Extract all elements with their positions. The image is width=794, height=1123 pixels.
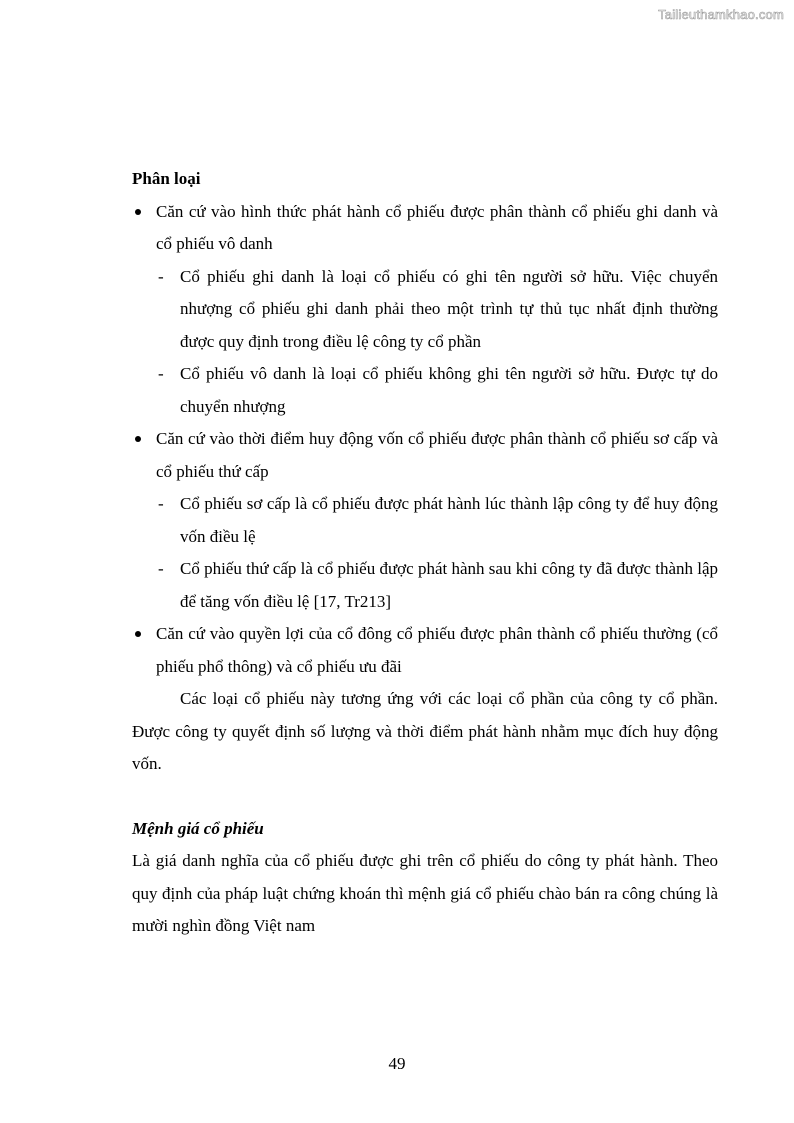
dash-marker: - [158,266,164,286]
bullet-item [132,196,718,261]
section-spacer [132,781,718,813]
dash-marker: - [158,494,164,513]
bullet-item [132,618,718,683]
section-heading-classification: Phân loại [132,169,201,188]
sub-item-text: Cổ phiếu sơ cấp là cổ phiếu được phát hành lúc thành lập công ty để huy động vốn điều lệ [180,494,718,546]
sub-item-text: Cổ phiếu thứ cấp là cổ phiếu được phát hành sau khi công ty đã được thành lập để tăng vốn điều lệ [17, Tr213] [180,559,719,611]
bullet-text: Căn cứ vào hình thức phát hành cổ phiếu được phân thành cổ phiếu ghi danh và cổ phiếu vô danh [156,201,718,253]
sub-item-text: Cổ phiếu vô danh là loại cổ phiếu không ghi tên người sở hữu. Được tự do chuyển nhượng [180,364,718,416]
sub-item [132,261,718,359]
dash-marker: - [158,559,164,578]
page-number: 49 [388,1054,406,1073]
sub-item [132,358,718,423]
summary-paragraph: Các loại cổ phiếu này tương ứng với các loại cổ phần của công ty cổ phần. Được công ty quyết định số lượng và thời điểm phát hành nhằm mục đích huy động vốn. [132,689,718,773]
document-body [132,163,718,943]
par-value-paragraph: Là giá danh nghĩa của cổ phiếu được ghi trên cổ phiếu do công ty phát hành. Theo quy định của pháp luật chứng khoán thì mệnh giá cổ phiếu chào bán ra công chúng là mười nghìn đồng Việt nam [132,851,718,935]
watermark-text: Tailieuthamkhao.com [658,7,784,22]
bullet-item [132,423,718,488]
section-heading-par-value: Mệnh giá cổ phiếu [132,818,264,838]
sub-item [132,488,718,553]
bullet-text: Căn cứ vào quyền lợi của cổ đông cổ phiếu được phân thành cổ phiếu thường (cổ phiếu phổ thông) và cổ phiếu ưu đãi [156,624,718,676]
dash-marker: - [158,364,164,383]
sub-item-text: Cổ phiếu ghi danh là loại cổ phiếu có ghi tên người sở hữu. Việc chuyển nhượng cổ phiếu ghi danh phải theo một trình tự thủ tục nhất định thường được quy định trong điều lệ công ty cổ phần [180,266,718,351]
bullet-text: Căn cứ vào thời điểm huy động vốn cổ phiếu được phân thành cổ phiếu sơ cấp và cổ phiếu thứ cấp [156,429,718,481]
sub-item [132,553,718,618]
